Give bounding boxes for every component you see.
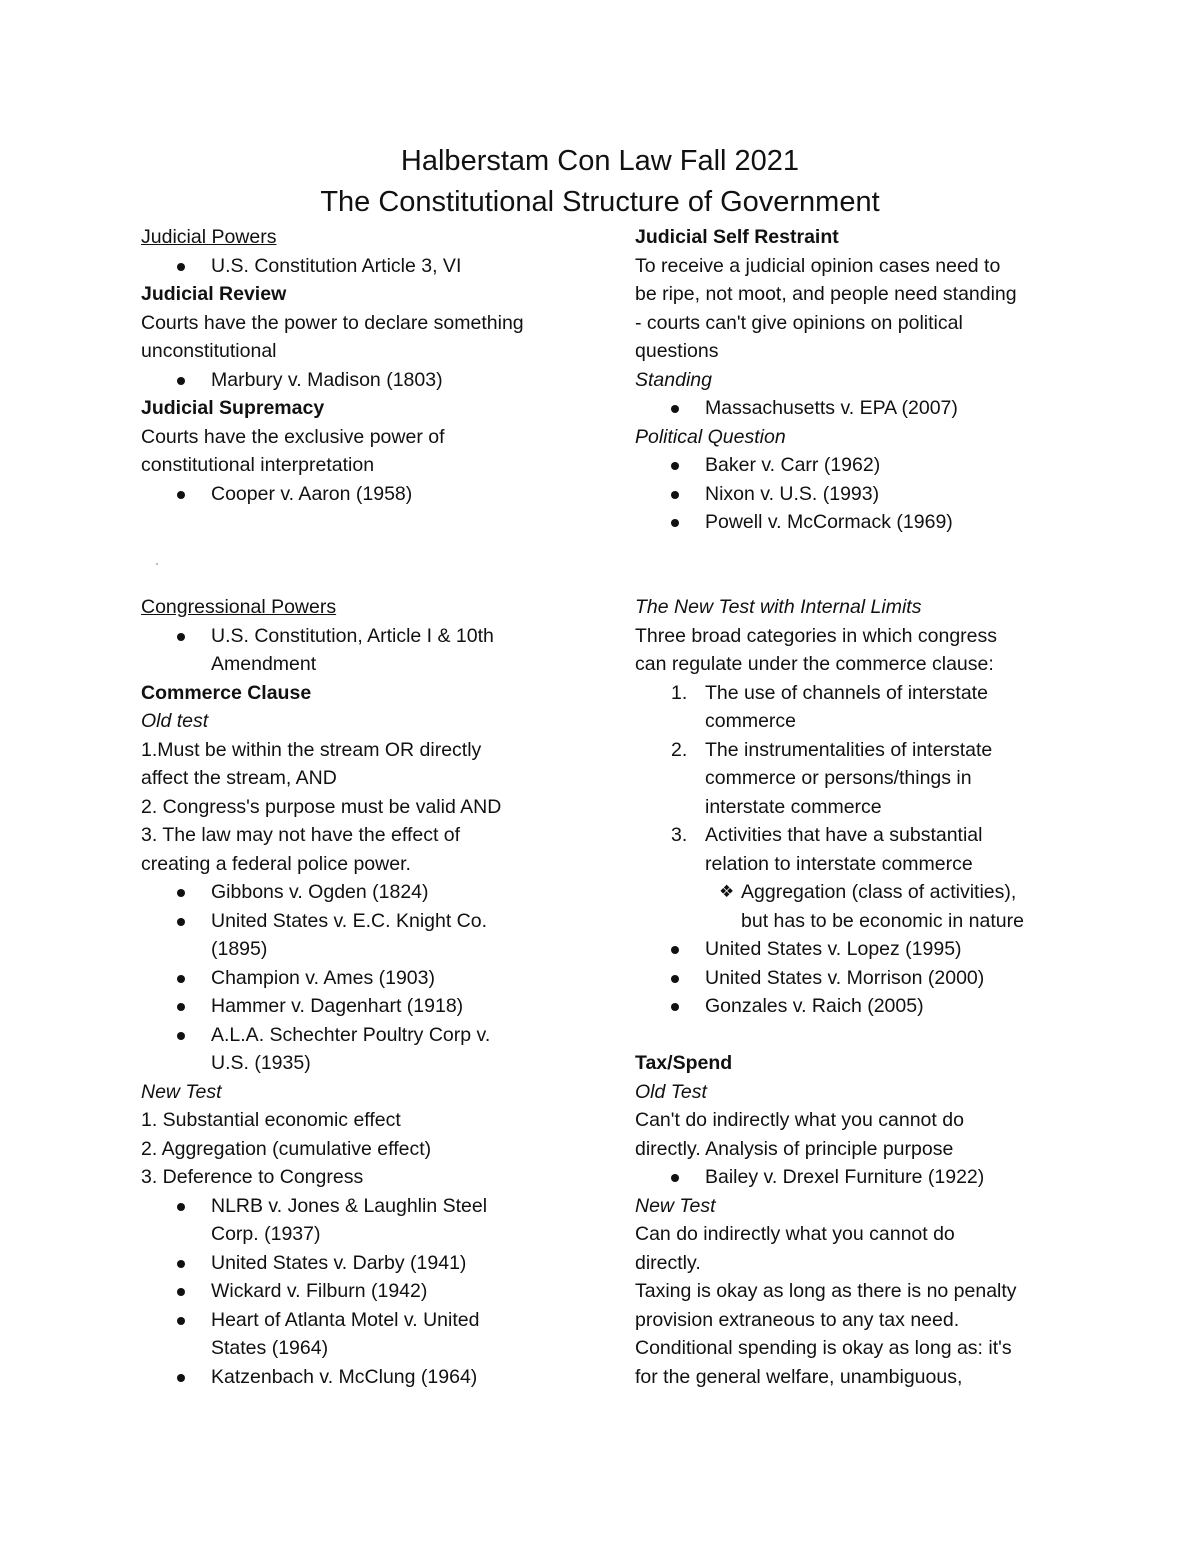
- numbered-item: 3. Activities that have a substantial relation to interstate commerce: [671, 824, 983, 875]
- document-subtitle: The Constitutional Structure of Government: [320, 186, 880, 218]
- text-line: Can do indirectly what you cannot do: [635, 1223, 955, 1245]
- list-item: Bailey v. Drexel Furniture (1922): [635, 1163, 1085, 1192]
- list-item: United States v. Lopez (1995): [635, 935, 1085, 964]
- text-line: Courts have the power to declare something: [141, 311, 524, 334]
- subheading-new-test: New Test: [141, 1080, 222, 1103]
- list-item: Hammer v. Dagenhart (1918): [141, 992, 591, 1021]
- bullet-icon: [671, 519, 679, 527]
- list-item: United States v. Morrison (2000): [635, 964, 1085, 993]
- text-line: 1.Must be within the stream OR directly: [141, 738, 482, 761]
- heading-judicial-review: Judicial Review: [141, 283, 287, 305]
- document-title: Halberstam Con Law Fall 2021: [400, 145, 800, 177]
- text-line: Courts have the exclusive power of: [141, 425, 445, 448]
- bullet-icon: [177, 1288, 185, 1296]
- text-line: 2. Congress's purpose must be valid AND: [141, 795, 502, 818]
- list-item: Champion v. Ames (1903): [141, 964, 591, 993]
- bullet-icon: [177, 491, 185, 499]
- text-line: 2. Aggregation (cumulative effect): [141, 1137, 432, 1160]
- stray-mark: [156, 563, 158, 565]
- text-line: affect the stream, AND: [141, 767, 337, 789]
- list-item: Gonzales v. Raich (2005): [635, 992, 1085, 1021]
- congressional-powers-section: [141, 593, 591, 1391]
- heading-new-test-internal-limits: The New Test with Internal Limits: [635, 596, 922, 618]
- list-item: United States v. E.C. Knight Co. (1895): [141, 907, 591, 964]
- subheading-standing: Standing: [635, 368, 712, 391]
- bullet-icon: [177, 975, 185, 983]
- text-line: creating a federal police power.: [141, 852, 411, 875]
- bullet-icon: [177, 889, 185, 897]
- text-line: Three broad categories in which congress: [635, 624, 998, 647]
- bullet-icon: [671, 975, 679, 983]
- judicial-restraint-section: [635, 223, 1085, 537]
- bullet-icon: [177, 918, 185, 926]
- heading-judicial-self-restraint: Judicial Self Restraint: [635, 226, 839, 248]
- text-line: Conditional spending is okay as long as: it's: [635, 1337, 1012, 1359]
- list-item: Baker v. Carr (1962): [635, 451, 1085, 480]
- text-line: directly.: [635, 1251, 701, 1274]
- list-item: Massachusetts v. EPA (2007): [635, 394, 1085, 423]
- text-line: for the general welfare, unambiguous,: [635, 1365, 963, 1388]
- text-line: unconstitutional: [141, 340, 277, 362]
- list-item: Marbury v. Madison (1803): [141, 366, 591, 395]
- numbered-item: 2. The instrumentalities of interstate commerce or persons/things in interstate commerce: [671, 738, 993, 818]
- list-item: Cooper v. Aaron (1958): [141, 480, 591, 509]
- bullet-icon: [177, 263, 185, 271]
- text-line: To receive a judicial opinion cases need to: [635, 254, 1001, 277]
- text-line: 3. Deference to Congress: [141, 1166, 364, 1188]
- bullet-icon: [671, 1174, 679, 1182]
- bullet-icon: [671, 491, 679, 499]
- list-item: Katzenbach v. McClung (1964): [141, 1363, 591, 1392]
- list-item: United States v. Darby (1941): [141, 1249, 591, 1278]
- text-line: provision extraneous to any tax need.: [635, 1308, 960, 1331]
- section-heading-judicial-powers: Judicial Powers: [141, 226, 277, 248]
- subheading-old-test: Old test: [141, 710, 209, 732]
- text-line: Taxing is okay as long as there is no penalty: [635, 1280, 1017, 1302]
- list-item: Powell v. McCormack (1969): [635, 508, 1085, 537]
- heading-commerce-clause: Commerce Clause: [141, 681, 312, 704]
- bullet-icon: [177, 1032, 185, 1040]
- bullet-icon: [177, 1203, 185, 1211]
- bullet-icon: [177, 1003, 185, 1011]
- list-item: U.S. Constitution, Article I & 10th Amendment: [141, 622, 591, 679]
- text-line: constitutional interpretation: [141, 454, 375, 476]
- heading-tax-spend: Tax/Spend: [635, 1052, 733, 1074]
- text-line: Can't do indirectly what you cannot do: [635, 1109, 964, 1131]
- bullet-icon: [177, 1374, 185, 1382]
- list-item: Heart of Atlanta Motel v. United States (1964): [141, 1306, 591, 1363]
- list-item: U.S. Constitution Article 3, VI: [141, 252, 591, 281]
- text-line: be ripe, not moot, and people need standing: [635, 283, 1017, 305]
- numbered-item: 1. The use of channels of interstate commerce: [671, 681, 988, 732]
- text-line: can regulate under the commerce clause:: [635, 653, 994, 675]
- bullet-icon: [177, 1317, 185, 1325]
- subheading-political-question: Political Question: [635, 425, 786, 448]
- internal-limits-section: [635, 593, 1085, 1391]
- bullet-icon: [671, 405, 679, 413]
- list-item: Wickard v. Filburn (1942): [141, 1277, 591, 1306]
- bullet-icon: [177, 1260, 185, 1268]
- subheading-new-test: New Test: [635, 1194, 716, 1217]
- bullet-icon: [177, 377, 185, 385]
- text-line: 1. Substantial economic effect: [141, 1109, 401, 1131]
- diamond-bullet-icon: ❖: [719, 882, 735, 901]
- text-line: 3. The law may not have the effect of: [141, 824, 461, 846]
- heading-judicial-supremacy: Judicial Supremacy: [141, 397, 325, 419]
- text-line: questions: [635, 340, 719, 362]
- judicial-powers-section: [141, 223, 591, 508]
- bullet-icon: [671, 946, 679, 954]
- bullet-icon: [671, 462, 679, 470]
- sub-list-item: ❖ Aggregation (class of activities), but has to be economic in nature: [635, 878, 1085, 935]
- bullet-icon: [671, 1003, 679, 1011]
- bullet-icon: [177, 633, 185, 641]
- section-heading-congressional-powers: Congressional Powers: [141, 596, 337, 618]
- text-line: - courts can't give opinions on political: [635, 311, 963, 334]
- list-item: Nixon v. U.S. (1993): [635, 480, 1085, 509]
- text-line: directly. Analysis of principle purpose: [635, 1137, 954, 1160]
- list-item: A.L.A. Schechter Poultry Corp v. U.S. (1935): [141, 1021, 591, 1078]
- list-item: Gibbons v. Ogden (1824): [141, 878, 591, 907]
- subheading-old-test: Old Test: [635, 1080, 707, 1103]
- list-item: NLRB v. Jones & Laughlin Steel Corp. (1937): [141, 1192, 591, 1249]
